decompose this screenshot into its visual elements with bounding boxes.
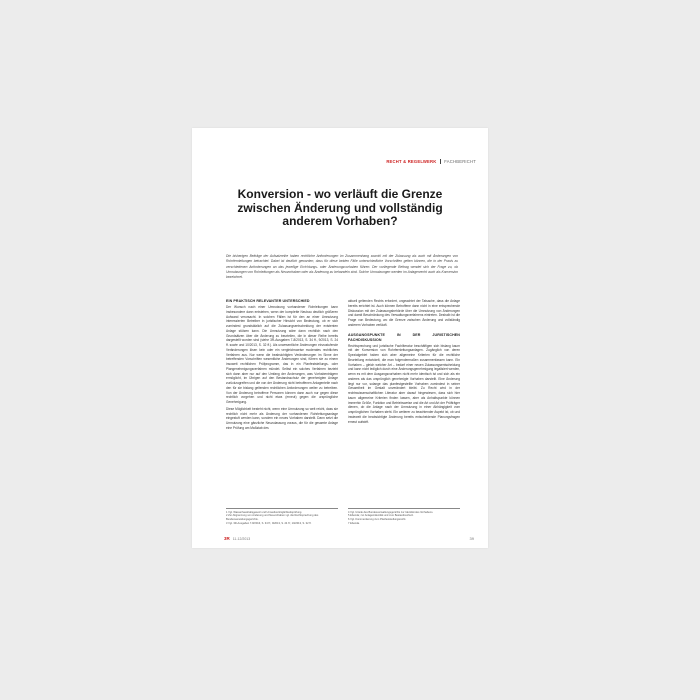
footnote: 2 Zur Abgrenzung von Änderung und Neuvorhaben vgl. die Rechtsprechung des Bundesverwaltungsgerichts.: [226, 514, 319, 521]
footnote: 3 Vgl. 3R-Ausgaben 7-8/2013, S. 34 ff.; 9/2013, S. 24 ff.; 10/2013, S. 32 ff.: [226, 521, 312, 525]
footnote: 4 Vgl. Urteile des Bundesverwaltungsgerichts zur Identität des Vorhabens.: [348, 510, 434, 514]
footnote: 7 Ebenda.: [348, 521, 360, 525]
footnotes-right: [348, 508, 460, 525]
footnotes-left: [226, 508, 338, 525]
running-head: [386, 159, 476, 164]
body-paragraph: Diese Möglichkeit besteht nicht, wenn eine Umnutzung so weit reicht, dass sie rechtlich nicht mehr als Änderung der vorhandenen Rohrleitungsanlage eingestuft werden kann, sondern ein neues Vorhaben darstellt. Dann setzt die Umnutzung eine gänzliche Neuzulassung voraus, die für die gesamte Anlage eine Prüfung am Maßstab des: [226, 406, 338, 430]
page-number: 39: [469, 536, 474, 541]
body-paragraph: Rechtsprechung und juristische Fachliteratur beschäftigen sich bislang kaum mit der Konversion von Rohrfernleitungsanlagen. Zugänglich von deren Spezialgebiet haben sich aber allgemeine Kriterien für die rechtliche Beurteilung entwickelt, die man folgendermaßen zusammenfassen kann. Ein Vorhaben – gleich welcher Art – bedarf einer neuen Zulassungsentscheidung und kann nicht lediglich durch eine Änderungsgenehmigung legalisiert werden, wenn es mit dem Ausgangsvorhaben nicht mehr identisch ist und sich als ein anderes als das ursprünglich genehmigte Vorhaben darstellt. Eine Änderung liegt nur vor, solange das planfestgestellte Vorhaben zumindest in seiner Gesamtheit im Gestalt unverändert bleibt. Zu Recht wird in der rechtswissenschaftlichen Literatur aber darauf hingewiesen, dass sich hier kaum allgemeine Kriterien finden lassen, aber als Anhaltspunkte können immerhin Größe, Funktion und Betriebsweise und die Art und Art der Prüfträger dienen, ob die Anlage nach der Umnutzung in einer Abhängigkeit vom ursprünglichen Vorhaben steht. Ein weiterer zu beachtender Aspekt ist, ob und inwieweit die beabsichtigte Änderung bereits entscheidende Planungsfragen erneut aufwirft.: [348, 343, 460, 424]
issue-label: 11-12/2013: [232, 537, 251, 541]
section-heading-2: AUSGANGSPUNKTE IN DER JURISTISCHEN FACHDISKUSSION: [348, 332, 460, 342]
category-label: FACHBERICHT: [444, 159, 476, 164]
footnote: 5 Ebenda; zur Anlagenidentität und zum Bestandsschutz.: [348, 514, 414, 518]
left-column: [226, 299, 338, 433]
folio-left: [224, 536, 250, 541]
article-title: Konversion - wo verläuft die Grenze zwischen Änderung und vollständig anderem Vorhaben?: [237, 187, 443, 228]
magazine-page: [192, 128, 488, 548]
footnote: 6 Vgl. Kommentierung zum Planfeststellungsrecht.: [348, 517, 407, 521]
body-paragraph: Der Wunsch nach einer Umnutzung vorhandener Rohrleitungen kann insbesondere dann entstehen, wenn der komplette Neubau deutlich größeren Aufwand verursacht. In solchen Fällen ist für den an einer Umnutzung interessierten Betreiber in juristischer Hinsicht von Bedeutung, ob er sich zumindest grundsätzlich auf die Zulassungsentscheidung der existenten Anlage stützen kann. Die Umnutzung wäre dann rechtlich nach den Grundsätzen über die Änderung zu beurteilen, die in dieser Reihe bereits dargestellt worden sind (siehe 3R-Ausgaben 7-8/2013, S. 34 ff., 9/2013, S. 24 ff. sowie und 10/2013, S. 32 ff.). Als unwesentliche Änderungen einzustufende Veränderungen lösen kein oder ein vergleichsweise moderates rechtliches Verfahren aus. Nur wenn die beabsichtigten Veränderungen im Sinne der betreffenden Vorschriften wesentliche Änderungen sind, führen sie zu einem insoweit rechtlichen Prüfprogramm, das in ein Planfeststellungs- oder Plangenehmigungsverfahren mündet. Selbst ein solches Verfahren bezieht sich dann aber nur auf den Umfang der Änderungen, was Vorhabenträgern ermöglicht, im Übrigen auf den Bestandsschutz der genehmigten Anlage zurückzugreifen und die von der Änderung nicht betroffenen Anlagenteile nach den für sie bislang geltenden rechtlichen Anforderungen weiter zu betreiben. Von der Änderung betroffene Personen können dann auch nur gegen diese rechtlich vorgehen und nicht etwa (erneut) gegen die ursprüngliche Genehmigung.: [226, 305, 338, 404]
footnote: 1 Vgl. Wasserhaushaltsgesetz und Umweltverträglichkeitsprüfung.: [226, 510, 303, 514]
running-head-divider: [440, 159, 441, 164]
section-label: RECHT & REGELWERK: [386, 159, 437, 164]
section-heading-1: EIN PRAKTISCH RELEVANTER UNTERSCHIED: [226, 299, 310, 303]
body-paragraph: aktuell geltenden Rechts erfordert, ungeachtet der Tatsache, dass die Anlage bereits errichtet ist. Auch können Betroffene dann nicht in eine entsprechende Diskussion mit der Zulassungsbehörde über die Umnutzung von Änderungen und damit Beschränkung des Verwaltungsverfahrens eintreten. Deshalb ist die Frage von Bedeutung, wo die Grenze zwischen Änderung und vollständig anderem Vorhaben verläuft.: [348, 299, 460, 327]
magazine-logo: 3R: [224, 536, 230, 541]
article-intro: Die bisherigen Beiträge der Aufsatzreihe haben rechtliche Anforderungen im Zusammenhang sowohl mit der Zulassung als auch mit Änderungen von Rohrfernleitungen betrachtet. Dabei ist deutlich geworden, dass für diese beiden Fälle unterschiedliche Vorschriften gelten können, die in der Praxis zu verschiedenen Anforderungen an das jeweilige Errichtungs- oder Änderungsvorhaben führen. Der vorliegende Beitrag wendet sich der Frage zu, ob Umnutzungen von Rohrleitungen als Neuvorhaben oder als Änderung zu behandeln sind. Solche Umnutzungen werden im Anlagenrecht auch als Konversion bezeichnet.: [226, 254, 458, 280]
right-column: [348, 299, 460, 426]
